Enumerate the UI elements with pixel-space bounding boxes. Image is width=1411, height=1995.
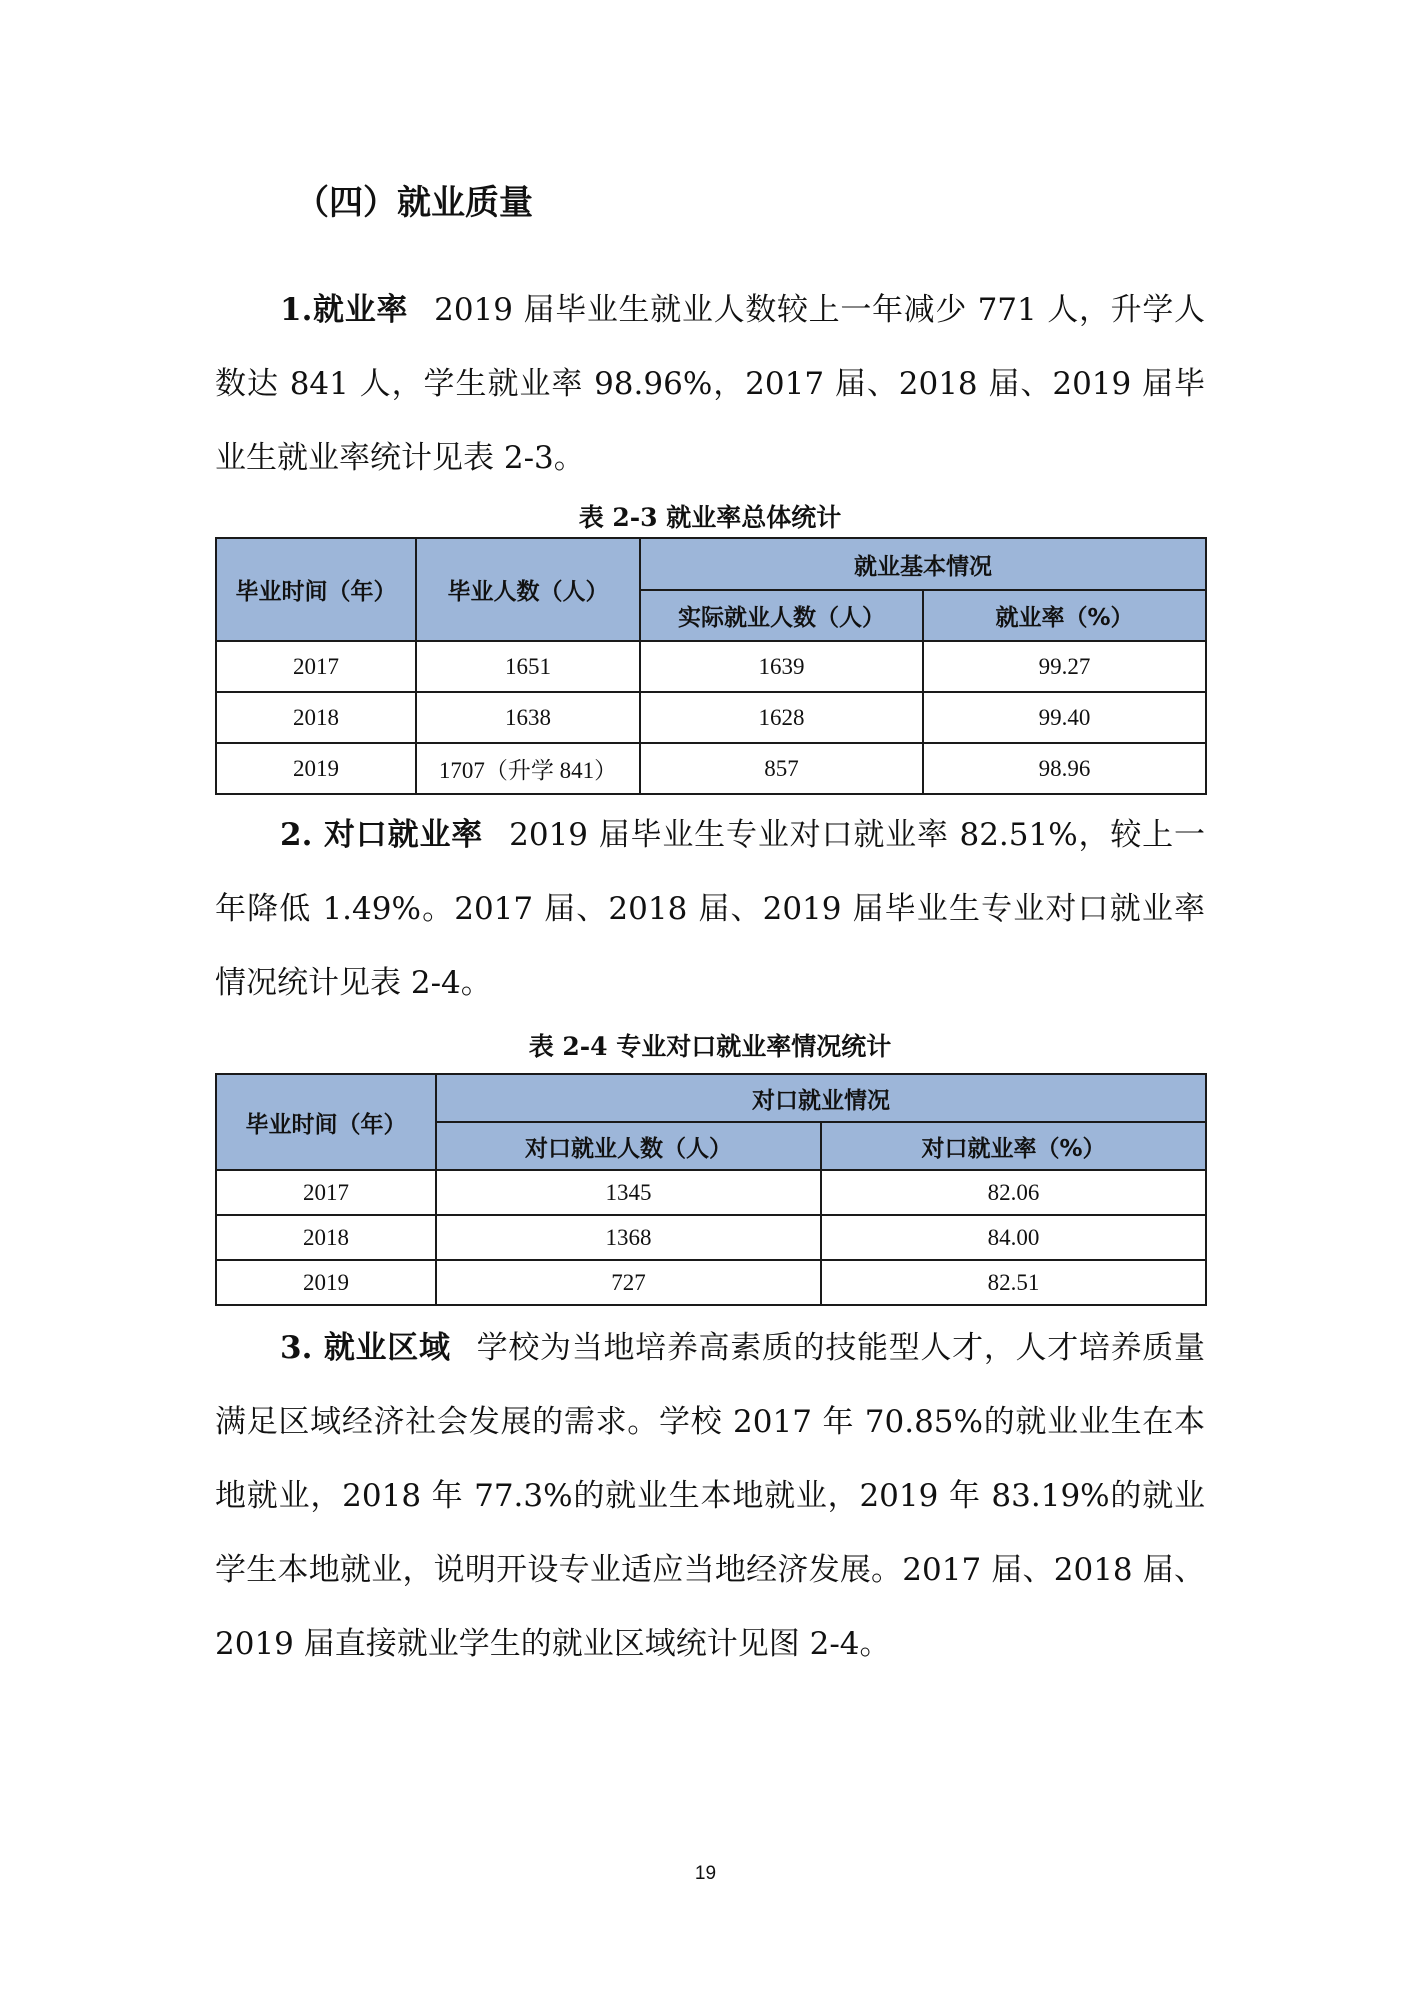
employment-rate-table	[215, 537, 1207, 795]
cell-year: 2017	[216, 1170, 436, 1215]
cell-rate: 82.51	[821, 1260, 1206, 1305]
table-row	[216, 1215, 1206, 1260]
cell-count: 727	[436, 1260, 821, 1305]
header-group: 对口就业情况	[436, 1074, 1206, 1122]
cell-year: 2018	[216, 1215, 436, 1260]
table-row	[216, 641, 1206, 692]
paragraph-text: 2019 届毕业生专业对口就业率 82.51%，较上一年降低 1.49%。2017 届、2018 届、2019 届毕业生专业对口就业率情况统计见表 2-4。	[215, 817, 1205, 1001]
cell-year: 2019	[216, 743, 416, 794]
header-year: 毕业时间（年）	[216, 538, 416, 641]
header-employed: 实际就业人数（人）	[640, 590, 923, 641]
header-count: 对口就业人数（人）	[436, 1122, 821, 1170]
cell-rate: 82.06	[821, 1170, 1206, 1215]
header-group: 就业基本情况	[640, 538, 1206, 590]
cell-rate: 84.00	[821, 1215, 1206, 1260]
header-graduates: 毕业人数（人）	[416, 538, 640, 641]
paragraph-label: 2. 对口就业率	[280, 817, 484, 853]
table-row	[216, 1260, 1206, 1305]
header-rate: 就业率（%）	[923, 590, 1206, 641]
page-number: 19	[694, 1863, 717, 1884]
cell-count: 1368	[436, 1215, 821, 1260]
table-row	[216, 1170, 1206, 1215]
cell-count: 1345	[436, 1170, 821, 1215]
paragraph-text: 学校为当地培养高素质的技能型人才，人才培养质量满足区域经济社会发展的需求。学校 2017 年 70.85%的就业业生在本地就业，2018 年 77.3%的就业生本地就业，2019 年 83.19%的就业学生本地就业，说明开设专业适应当地经济发展。2017 届、2018 届、2019 届直接就业学生的就业区域统计见图 2-4。	[215, 1330, 1206, 1662]
cell-graduates: 1638	[416, 692, 640, 743]
table-row	[216, 692, 1206, 743]
paragraph-employment-rate	[215, 273, 1205, 495]
section-heading: （四）就业质量	[295, 183, 533, 223]
cell-employed: 857	[640, 743, 923, 794]
matching-rate-table	[215, 1073, 1207, 1306]
table-caption: 表 2-4 专业对口就业率情况统计	[528, 1032, 892, 1061]
cell-rate: 99.40	[923, 692, 1206, 743]
paragraph-employment-region	[215, 1311, 1205, 1681]
cell-employed: 1628	[640, 692, 923, 743]
cell-graduates: 1707（升学 841）	[416, 743, 640, 794]
cell-rate: 99.27	[923, 641, 1206, 692]
cell-year: 2019	[216, 1260, 436, 1305]
header-rate: 对口就业率（%）	[821, 1122, 1206, 1170]
paragraph-matching-rate	[215, 798, 1205, 1020]
table-row	[216, 743, 1206, 794]
paragraph-label: 1.就业率	[280, 292, 409, 328]
table-caption: 表 2-3 就业率总体统计	[578, 503, 842, 532]
cell-rate: 98.96	[923, 743, 1206, 794]
paragraph-label: 3. 就业区域	[280, 1330, 451, 1366]
cell-year: 2017	[216, 641, 416, 692]
header-year: 毕业时间（年）	[216, 1074, 436, 1170]
cell-year: 2018	[216, 692, 416, 743]
cell-graduates: 1651	[416, 641, 640, 692]
cell-employed: 1639	[640, 641, 923, 692]
paragraph-text: 2019 届毕业生就业人数较上一年减少 771 人，升学人数达 841 人，学生就业率 98.96%，2017 届、2018 届、2019 届毕业生就业率统计见表 2-3。	[215, 292, 1205, 476]
